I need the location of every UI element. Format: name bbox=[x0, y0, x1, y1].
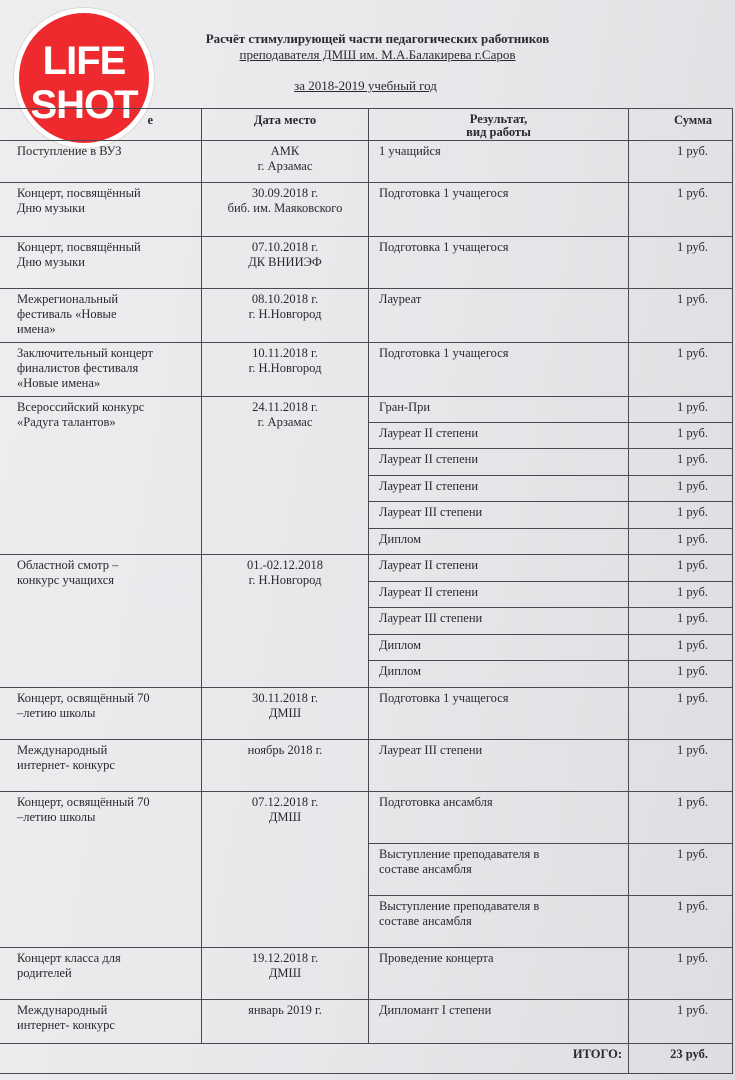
sum-cell: 1 руб. bbox=[629, 449, 733, 476]
sum-cell: 1 руб. bbox=[629, 661, 733, 688]
sum-cell: 1 руб. bbox=[629, 896, 733, 948]
result-cell: Лауреат bbox=[369, 289, 629, 343]
school-year: за 2018-2019 учебный год bbox=[294, 78, 437, 93]
date-place-cell: 07.10.2018 г. ДК ВНИИЭФ bbox=[202, 237, 369, 289]
sum-cell: 1 руб. bbox=[629, 183, 733, 237]
result-cell: Диплом bbox=[369, 661, 629, 688]
sum-cell: 1 руб. bbox=[629, 844, 733, 896]
sum-cell: 1 руб. bbox=[629, 582, 733, 608]
event-cell: Заключительный концерт финалистов фестиваля «Новые имена» bbox=[0, 343, 202, 397]
date-place-cell: 24.11.2018 г. г. Арзамас bbox=[202, 397, 369, 555]
date-place-cell: 08.10.2018 г. г. Н.Новгород bbox=[202, 289, 369, 343]
table-row bbox=[0, 141, 733, 183]
total-label: ИТОГО: bbox=[0, 1044, 629, 1074]
header-result: Результат, вид работы bbox=[369, 109, 629, 141]
sum-cell: 1 руб. bbox=[629, 397, 733, 423]
sum-cell: 1 руб. bbox=[629, 948, 733, 1000]
date-place-cell: 07.12.2018 г. ДМШ bbox=[202, 792, 369, 948]
result-cell: Подготовка 1 учащегося bbox=[369, 237, 629, 289]
date-place-cell: 30.11.2018 г. ДМШ bbox=[202, 688, 369, 740]
result-cell: Лауреат III степени bbox=[369, 502, 629, 529]
table-row bbox=[0, 792, 733, 844]
sum-cell: 1 руб. bbox=[629, 289, 733, 343]
table-row bbox=[0, 948, 733, 1000]
result-cell: Диплом bbox=[369, 529, 629, 555]
result-cell: Выступление преподавателя в составе ансамбля bbox=[369, 844, 629, 896]
event-cell: Межрегиональный фестиваль «Новые имена» bbox=[0, 289, 202, 343]
result-cell: Дипломант I степени bbox=[369, 1000, 629, 1044]
result-cell: Лауреат II степени bbox=[369, 582, 629, 608]
table-body bbox=[0, 141, 733, 1044]
total-row bbox=[0, 1044, 733, 1074]
document-title: Расчёт стимулирующей части педагогических работников bbox=[205, 31, 550, 46]
redaction-blur bbox=[150, 578, 195, 604]
result-cell: Лауреат III степени bbox=[369, 740, 629, 792]
header-sum: Сумма bbox=[629, 109, 733, 141]
table-row bbox=[0, 397, 733, 423]
result-cell: Лауреат II степени bbox=[369, 423, 629, 449]
sum-cell: 1 руб. bbox=[629, 635, 733, 661]
event-cell: Международный интернет- конкурс bbox=[0, 740, 202, 792]
document-subtitle: преподавателя ДМШ им. М.А.Балакирева г.Саров bbox=[239, 47, 516, 62]
table-header-row bbox=[0, 109, 733, 141]
sum-cell: 1 руб. bbox=[629, 141, 733, 183]
table-row bbox=[0, 343, 733, 397]
event-cell: Концерт, посвящённый Дню музыки bbox=[0, 183, 202, 237]
table-row bbox=[0, 555, 733, 582]
date-place-cell: 01.-02.12.2018 г. Н.Новгород bbox=[202, 555, 369, 688]
total-sum: 23 руб. bbox=[629, 1044, 733, 1074]
table-row bbox=[0, 1000, 733, 1044]
result-cell: Подготовка 1 учащегося bbox=[369, 688, 629, 740]
event-cell: Концерт, освящённый 70 –летию школы bbox=[0, 688, 202, 740]
logo-line-2: SHOT bbox=[30, 83, 138, 127]
sum-cell: 1 руб. bbox=[629, 792, 733, 844]
result-cell: Диплом bbox=[369, 635, 629, 661]
table-row bbox=[0, 740, 733, 792]
result-cell: Подготовка 1 учащегося bbox=[369, 183, 629, 237]
table-row bbox=[0, 289, 733, 343]
date-place-cell: январь 2019 г. bbox=[202, 1000, 369, 1044]
event-cell: Всероссийский конкурс «Радуга талантов» bbox=[0, 397, 202, 555]
table-row bbox=[0, 688, 733, 740]
sum-cell: 1 руб. bbox=[629, 1000, 733, 1044]
result-cell: Гран-При bbox=[369, 397, 629, 423]
header-date: Дата место bbox=[202, 109, 369, 141]
result-cell: 1 учащийся bbox=[369, 141, 629, 183]
sum-cell: 1 руб. bbox=[629, 688, 733, 740]
sum-cell: 1 руб. bbox=[629, 502, 733, 529]
sum-cell: 1 руб. bbox=[629, 476, 733, 502]
event-cell: Концерт, посвящённый Дню музыки bbox=[0, 237, 202, 289]
result-cell: Лауреат III степени bbox=[369, 608, 629, 635]
logo-line-1: LIFE bbox=[42, 39, 126, 83]
header-event: е bbox=[0, 109, 202, 141]
date-place-cell: 30.09.2018 г. биб. им. Маяковского bbox=[202, 183, 369, 237]
sum-cell: 1 руб. bbox=[629, 740, 733, 792]
payment-table bbox=[0, 108, 733, 1074]
result-cell: Лауреат II степени bbox=[369, 449, 629, 476]
result-cell: Выступление преподавателя в составе ансамбля bbox=[369, 896, 629, 948]
result-cell: Подготовка 1 учащегося bbox=[369, 343, 629, 397]
result-cell: Подготовка ансамбля bbox=[369, 792, 629, 844]
sum-cell: 1 руб. bbox=[629, 555, 733, 582]
sum-cell: 1 руб. bbox=[629, 423, 733, 449]
date-place-cell: АМК г. Арзамас bbox=[202, 141, 369, 183]
event-cell: Международный интернет- конкурс bbox=[0, 1000, 202, 1044]
table-row bbox=[0, 237, 733, 289]
sum-cell: 1 руб. bbox=[629, 237, 733, 289]
result-cell: Лауреат II степени bbox=[369, 555, 629, 582]
date-place-cell: ноябрь 2018 г. bbox=[202, 740, 369, 792]
result-cell: Лауреат II степени bbox=[369, 476, 629, 502]
sum-cell: 1 руб. bbox=[629, 529, 733, 555]
event-cell: Областной смотр – конкурс учащихся bbox=[0, 555, 202, 688]
date-place-cell: 19.12.2018 г. ДМШ bbox=[202, 948, 369, 1000]
event-cell: Концерт, освящённый 70 –летию школы bbox=[0, 792, 202, 948]
table-row bbox=[0, 183, 733, 237]
sum-cell: 1 руб. bbox=[629, 343, 733, 397]
sum-cell: 1 руб. bbox=[629, 608, 733, 635]
event-cell: Концерт класса для родителей bbox=[0, 948, 202, 1000]
date-place-cell: 10.11.2018 г. г. Н.Новгород bbox=[202, 343, 369, 397]
event-cell: Поступление в ВУЗ bbox=[0, 141, 202, 183]
result-cell: Проведение концерта bbox=[369, 948, 629, 1000]
